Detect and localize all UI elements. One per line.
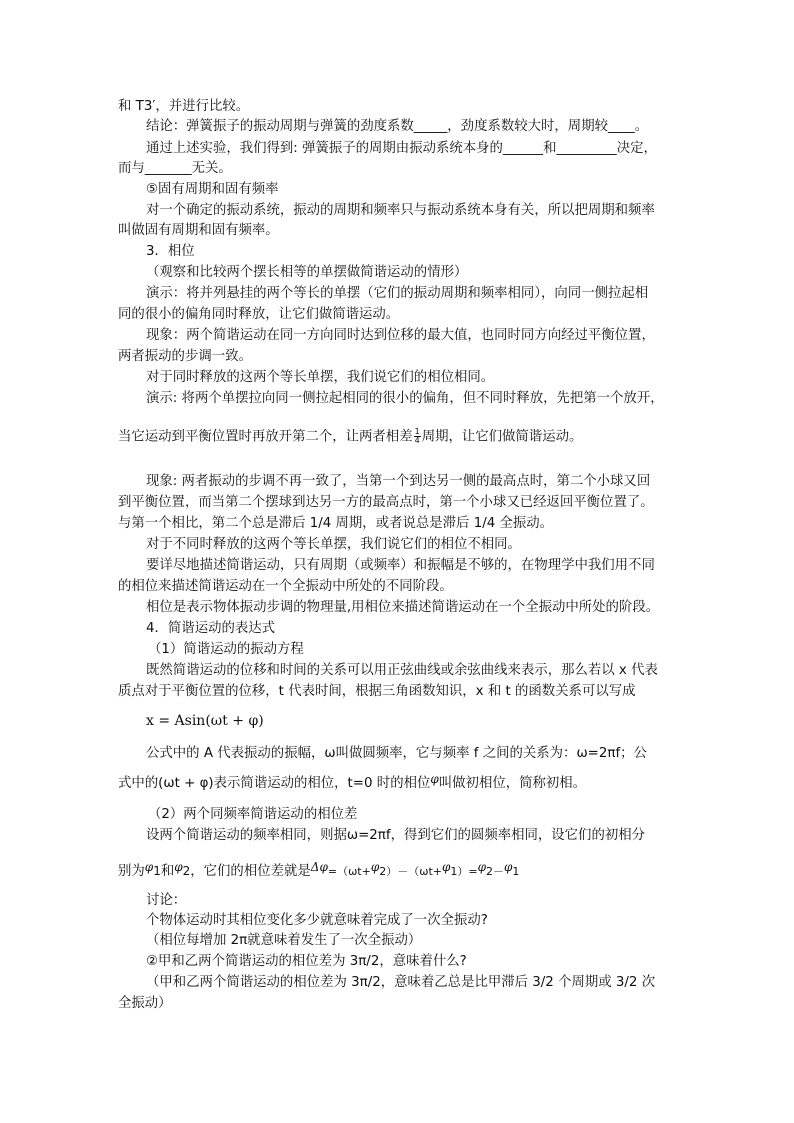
- text-segment: 别为: [118, 864, 145, 879]
- text-line: 到平衡位置，而当第二个摆球到达另一方的最高点时，第一个小球又已经返回平衡位置了。: [118, 495, 654, 510]
- phi-symbol: φ: [477, 860, 487, 874]
- text-segment: 当它运动到平衡位置时再放开第二个，让两者相差: [118, 429, 413, 445]
- section-heading: 4．简谐运动的表达式: [146, 621, 276, 636]
- text-line: 相位是表示物体振动步调的物理量,用相位来描述简谐运动在一个全振动中所处的阶段。: [146, 600, 660, 615]
- demo-line: 演示：将并列悬挂的两个等长的单摆（它们的振动周期和频率相同），向同一侧拉起相: [146, 286, 649, 301]
- text-segment: 2）－（ωt+: [379, 865, 442, 878]
- text-segment: 2－: [486, 865, 505, 878]
- text-line: 质点对于平衡位置的位移，t 代表时间，根据三角函数知识，x 和 t 的函数关系可以写成: [118, 684, 636, 699]
- text-line: 与第一个相比，第二个总是滞后 1/4 周期，或者说总是滞后 1/4 全振动。: [118, 516, 554, 531]
- text-line: 要详尽地描述简谐运动，只有周期（或频率）和振幅是不够的，在物理学中我们用不同: [146, 558, 655, 573]
- text-line: 对于不同时释放的这两个等长单摆，我们说它们的相位不相同。: [146, 537, 521, 552]
- text-line: 两者振动的步调一致。: [118, 349, 252, 364]
- question-line: 个物体运动时其相位变化多少就意味着完成了一次全振动?: [146, 913, 488, 928]
- subscript: 1: [153, 864, 161, 878]
- text-segment: 1: [512, 865, 520, 878]
- text-line: 和 T3′，并进行比较。: [118, 99, 250, 114]
- phi-symbol: φ: [144, 860, 154, 874]
- subsection-heading: （2）两个同频率简谐运动的相位差: [148, 807, 358, 822]
- delta-phi-symbol: Δφ: [310, 860, 328, 874]
- phi-symbol: φ: [174, 860, 183, 874]
- phi-symbol: φ: [441, 860, 451, 874]
- question-line: ②甲和乙两个简谐运动的相位差为 3π/2，意味着什么?: [146, 954, 467, 969]
- text-line: 叫做固有周期和固有频率。: [118, 223, 279, 238]
- text-line: 而与_______无关。: [118, 161, 232, 176]
- text-segment: 叫做初相位，简称初相。: [438, 776, 587, 791]
- subsection-heading: ⑤固有周期和固有频率: [146, 182, 279, 197]
- answer-line: （相位每增加 2π就意味着发生了一次全振动）: [146, 933, 422, 948]
- section-heading: 3．相位: [146, 244, 195, 259]
- answer-line: 全振动）: [118, 996, 172, 1011]
- text-line: 设两个简谐运动的频率相同，则据ω=2πf，得到它们的圆频率相同，设它们的初相分: [146, 828, 646, 843]
- text-segment: 式中的(ωt + φ)表示简谐运动的相位，t=0 时的相位: [118, 776, 431, 791]
- text-segment: ，它们的相位差就是: [190, 864, 311, 879]
- discussion-heading: 讨论：: [146, 893, 187, 908]
- text-line-with-fraction: [118, 428, 582, 447]
- subsection-heading: （1）简谐运动的振动方程: [148, 642, 304, 657]
- phase-difference-line: [118, 862, 519, 881]
- fraction-quarter: [414, 428, 421, 445]
- subscript: 2: [182, 864, 191, 878]
- text-line: 对于同时释放的这两个等长单摆，我们说它们的相位相同。: [146, 370, 495, 385]
- phi-symbol: φ: [504, 860, 513, 874]
- text-segment: 周期，让它们做简谐运动。: [421, 429, 583, 445]
- text-segment: =（ωt+: [327, 865, 371, 878]
- text-line: 对一个确定的振动系统，振动的周期和频率只与振动系统本身有关，所以把周期和频率: [146, 203, 655, 218]
- phenomenon-line: 现象：两个简谐运动在同一方向同时达到位移的最大值，也同时同方向经过平衡位置，: [146, 328, 655, 343]
- phenomenon-line: 现象: 两者振动的步调不再一致了，当第一个到达另一侧的最高点时，第二个小球又回: [146, 474, 651, 489]
- text-line: 的相位来描述简谐运动在一个全振动中所处的不同阶段。: [118, 579, 453, 594]
- text-line: 既然简谐运动的位移和时间的关系可以用正弦曲线或余弦曲线来表示，那么若以 x 代表: [146, 663, 658, 678]
- fraction-numerator: 1: [414, 427, 420, 436]
- text-segment: 1）=: [450, 865, 478, 878]
- text-line: 通过上述实验，我们得到: 弹簧振子的周期由振动系统本身的______和_________决定，: [146, 141, 657, 156]
- answer-line: （甲和乙两个简谐运动的相位差为 3π/2，意味着乙总是比甲滞后 3/2 个周期或 3/2 次: [146, 975, 656, 990]
- text-line: （观察和比较两个摆长相等的单摆做简谐运动的情形）: [146, 265, 468, 280]
- phi-symbol: φ: [370, 860, 380, 874]
- text-line: [118, 774, 586, 793]
- conclusion-line: 结论：弹簧振子的振动周期与弹簧的劲度系数_____，劲度系数较大时，周期较____。: [146, 119, 649, 134]
- demo-line: 演示: 将两个单摆拉向同一侧拉起相同的很小的偏角，但不同时释放，先把第一个放开，: [146, 391, 664, 406]
- fraction-denominator: 4: [414, 436, 420, 445]
- equation: x = Asin(ωt + φ): [146, 713, 264, 729]
- phi-symbol: φ: [430, 772, 439, 786]
- text-line: 公式中的 A 代表振动的振幅，ω叫做圆频率，它与频率 f 之间的关系为：ω=2πf；公: [146, 746, 647, 761]
- text-line: 同的很小的偏角同时释放，让它们做简谐运动。: [118, 307, 400, 322]
- text-segment: 和: [160, 864, 175, 879]
